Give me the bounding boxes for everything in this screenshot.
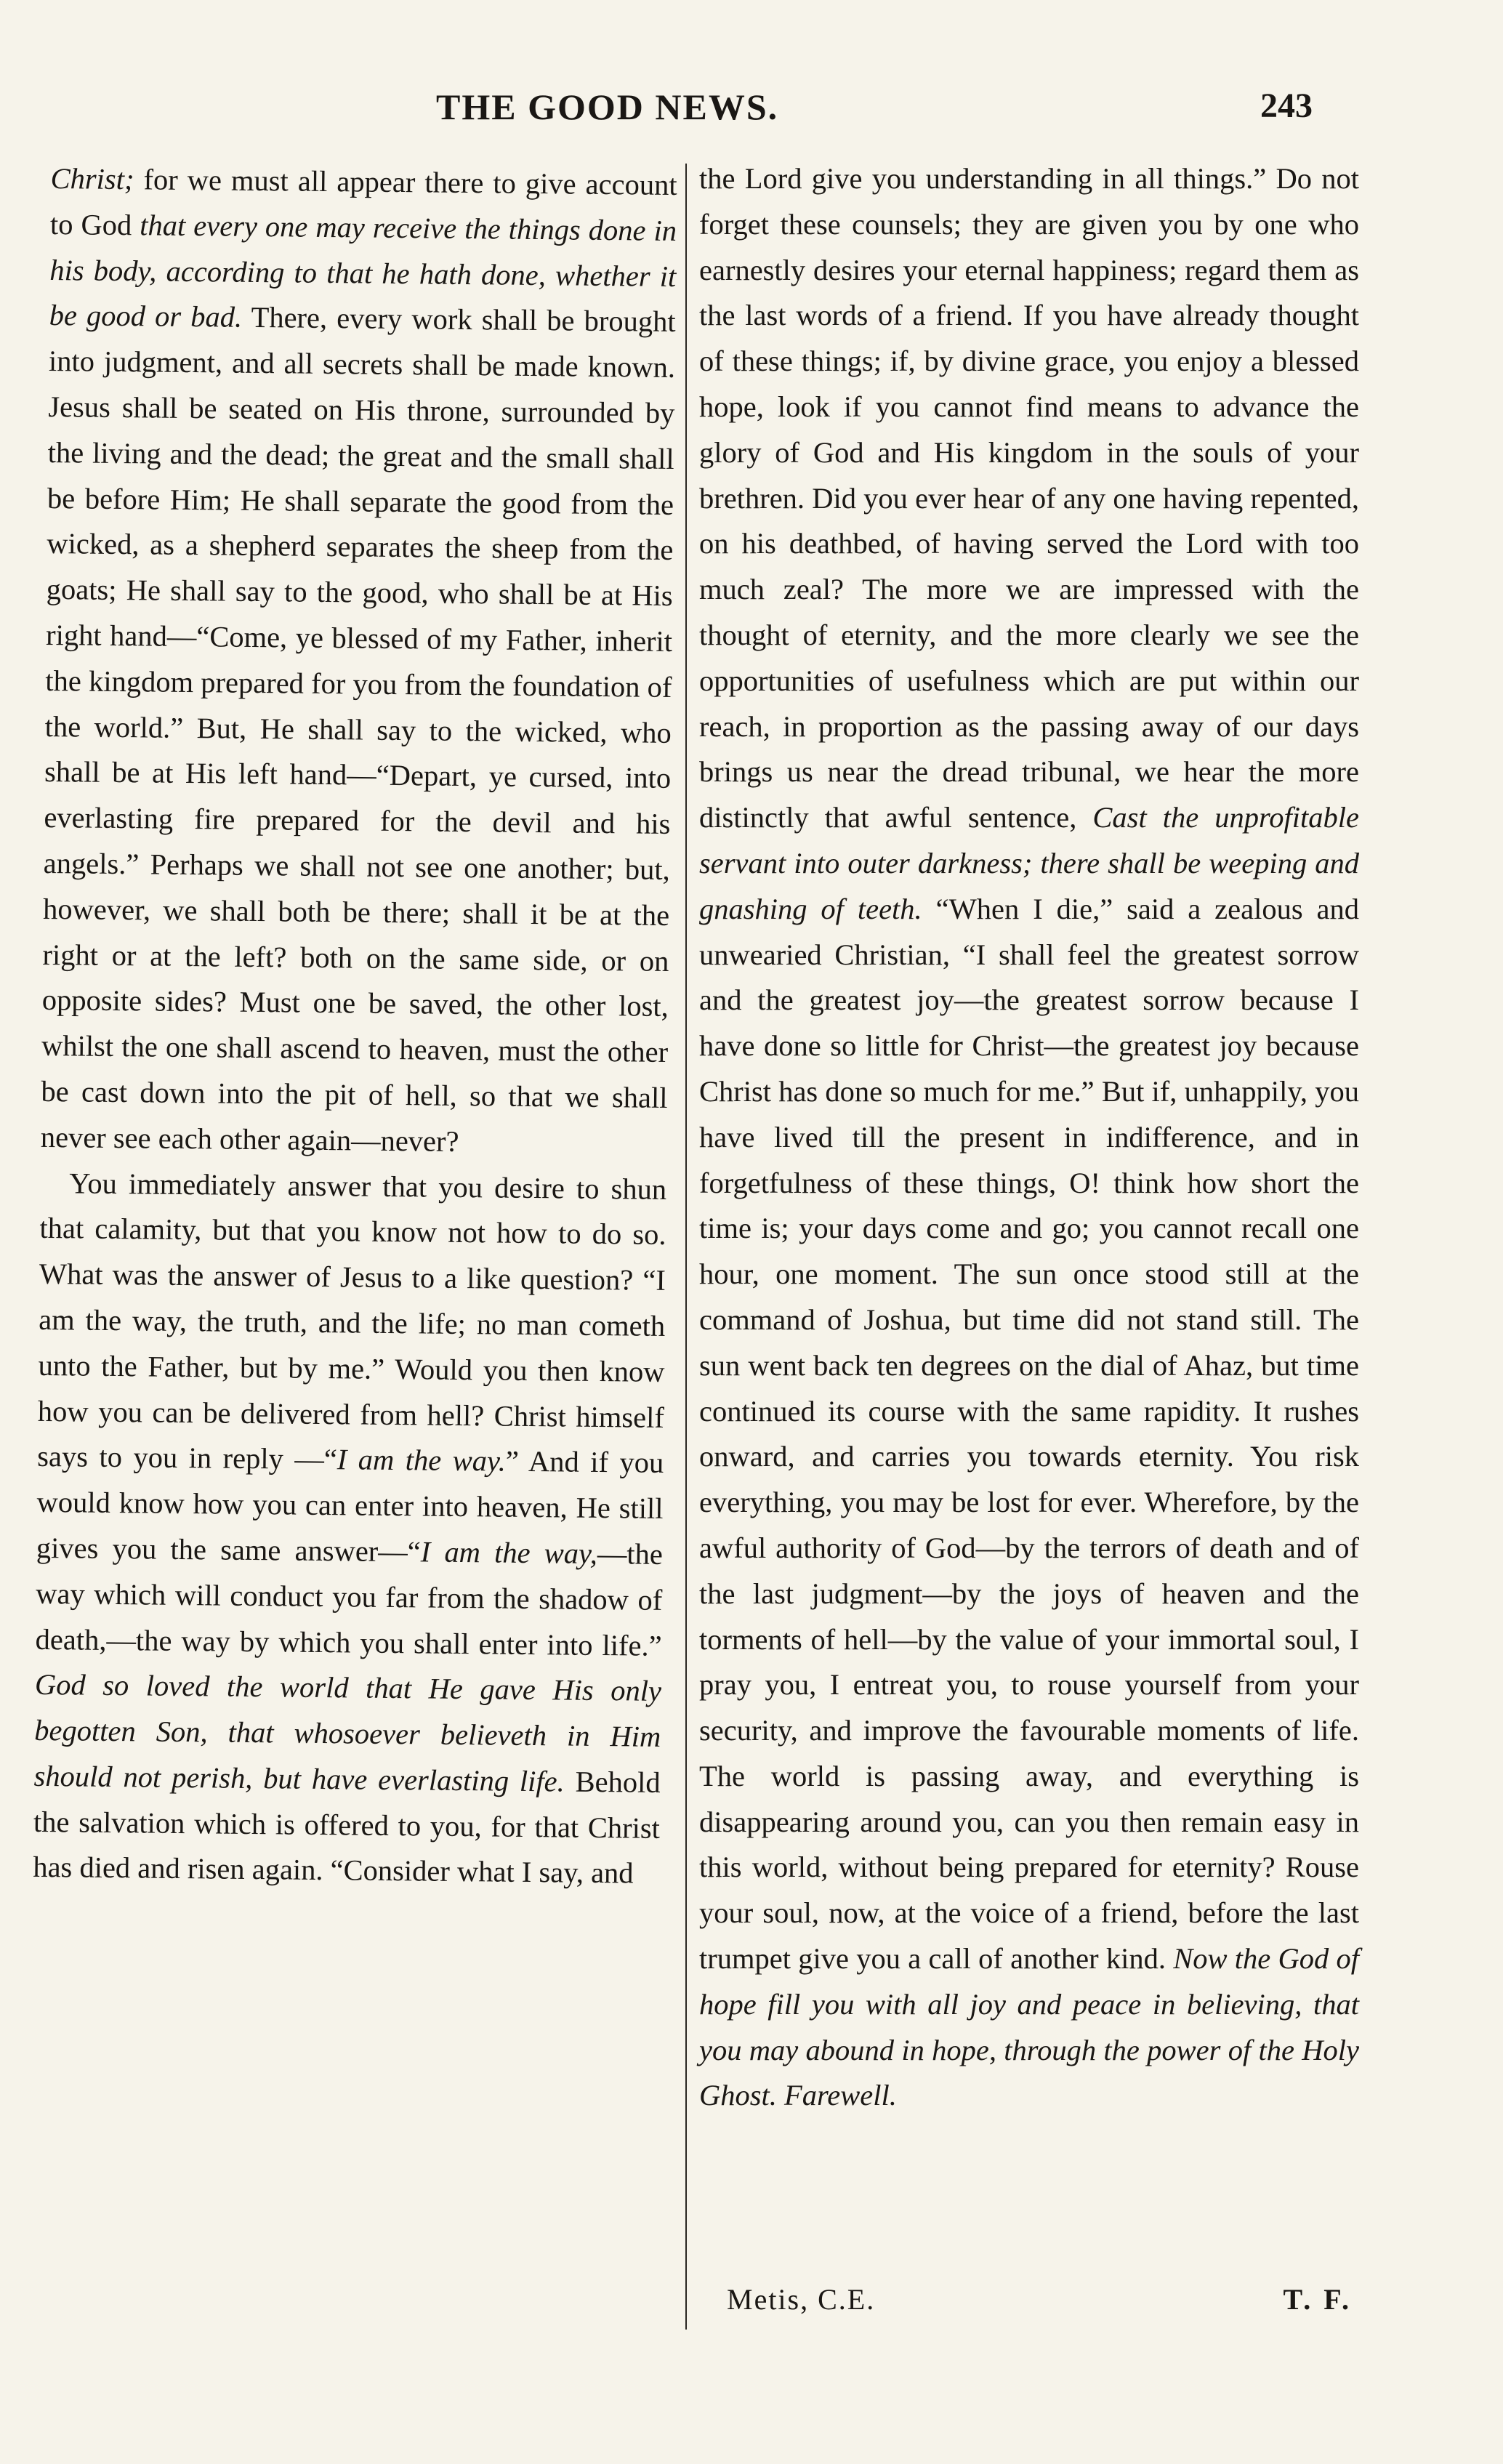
page-number: 243 <box>1260 86 1313 125</box>
text-segment: You immediately answer that you desire to shun that calamity, but that you know not how to do so. What was the answer of Jesus to a like question? “I am the way, the truth, and the life; no man cometh unto the Father, but by me.” Would you then know how you can be delivered from hell? Christ himself says to you in reply —“ <box>37 1166 667 1476</box>
text-segment: “When I die,” said a zealous and unwearied Christian, “I shall feel the greatest sorrow and the greatest joy—the greatest sorrow because I have done so little for Christ—the greatest joy because Christ has done so much for me.” But if, unhappily, you have lived till the present in indifference, and in forgetfulness of these things, O! think how short the time is; your days come and go; you cannot recall one hour, one moment. The sun once stood still at the command of Joshua, but time did not stand still. The sun went back ten degrees on the dial of Ahaz, but time continued its course with the same rapidity. It rushes onward, and carries you towards eternity. You risk everything, you may be lost for ever. Wherefore, by the awful authority of God—by the terrors of death and of the last judgment—by the joys of heaven and the torments of hell—by the value of your immortal soul, I pray you, I entreat you, to rouse yourself from your security, and improve the favourable moments of life. The world is passing away, and everything is disappearing around you, can you then remain easy in this world, without being prepared for eternity? Rouse your soul, now, at the voice of a friend, before the last trumpet give you a call of another kind. <box>699 892 1359 1976</box>
signature-initials: T. F. <box>1283 2283 1352 2316</box>
right-paragraph-1 <box>699 156 1359 2119</box>
text-segment: There, every work shall be brought into judgment, and all secrets shall be made known. Jesus shall be seated on His throne, surrounded by the living and the dead; the great and the small shall be before Him; He shall separate the good from the wicked, as a shepherd separates the sheep from the goats; He shall say to the good, who shall be at His right hand—“Come, ye blessed of my Father, inherit the kingdom prepared for you from the foundation of the world.” But, He shall say to the wicked, who shall be at His left hand—“Depart, ye cursed, into everlasting fire prepared for the devil and his angels.” Perhaps we shall not see one another; but, however, we shall both be there; shall it be at the right or at the left? both on the same side, or on opposite sides? Must one be saved, the other lost, whilst the one shall ascend to heaven, must the other be cast down into the pit of hell, so that we shall never see each other again—never? <box>40 301 676 1158</box>
column-divider <box>685 164 687 2330</box>
italic-text-segment: Christ; <box>50 161 134 196</box>
italic-text-segment: that every one may receive the things done in his body, according to that he hath done, whether it be good or bad. <box>49 209 677 334</box>
text-segment: Behold the salvation which is offered to you, for that Christ has died and risen again. “Consider what I say, and <box>33 1765 661 1891</box>
text-segment: the Lord give you understanding in all things.” Do not forget these counsels; they are given you by one who earnestly desires your eternal happiness; regard them as the last words of a friend. If you have already thought of these things; if, by divine grace, you enjoy a blessed hope, look if you cannot find means to advance the glory of God and His kingdom in the souls of your brethren. Did you ever hear of any one having repented, on his deathbed, of having served the Lord with too much zeal? The more we are impressed with the thought of eternity, and the more clearly we see the opportunities of usefulness which are put within our reach, in proportion as the passing away of our days brings us near the dread tribunal, we hear the more distinctly that awful sentence, <box>699 162 1359 834</box>
italic-text-segment: I am the way, <box>420 1535 598 1570</box>
text-segment: —the way which will conduct you far from the shadow of death,—the way by which you shall enter into life.” <box>35 1537 664 1662</box>
left-column <box>33 156 677 1897</box>
text-segment: ” And if you would know how you can enter into heaven, He still gives you the same answer—“ <box>36 1444 664 1569</box>
left-paragraph-1 <box>41 156 677 1167</box>
signature-line <box>727 2282 1352 2316</box>
italic-text-segment: I am the way. <box>337 1443 507 1478</box>
signature-place: Metis, C.E. <box>727 2283 876 2316</box>
running-head: THE GOOD NEWS. <box>436 86 779 127</box>
left-paragraph-2 <box>33 1160 666 1897</box>
right-column <box>699 156 1359 2119</box>
italic-text-segment: Cast the unprofitable servant into outer darkness; there shall be weeping and gnashing of teeth. <box>699 801 1360 925</box>
italic-text-segment: Now the God of hope fill you with all joy and peace in believing, that you may abound in hope, through the power of the Holy Ghost. Farewell. <box>699 1942 1359 2112</box>
italic-text-segment: God so loved the world that He gave His only begotten Son, that whosoever believeth in Him should not perish, but have everlasting life. <box>33 1668 662 1798</box>
text-segment: for we must all appear there to give account to God <box>49 163 677 242</box>
